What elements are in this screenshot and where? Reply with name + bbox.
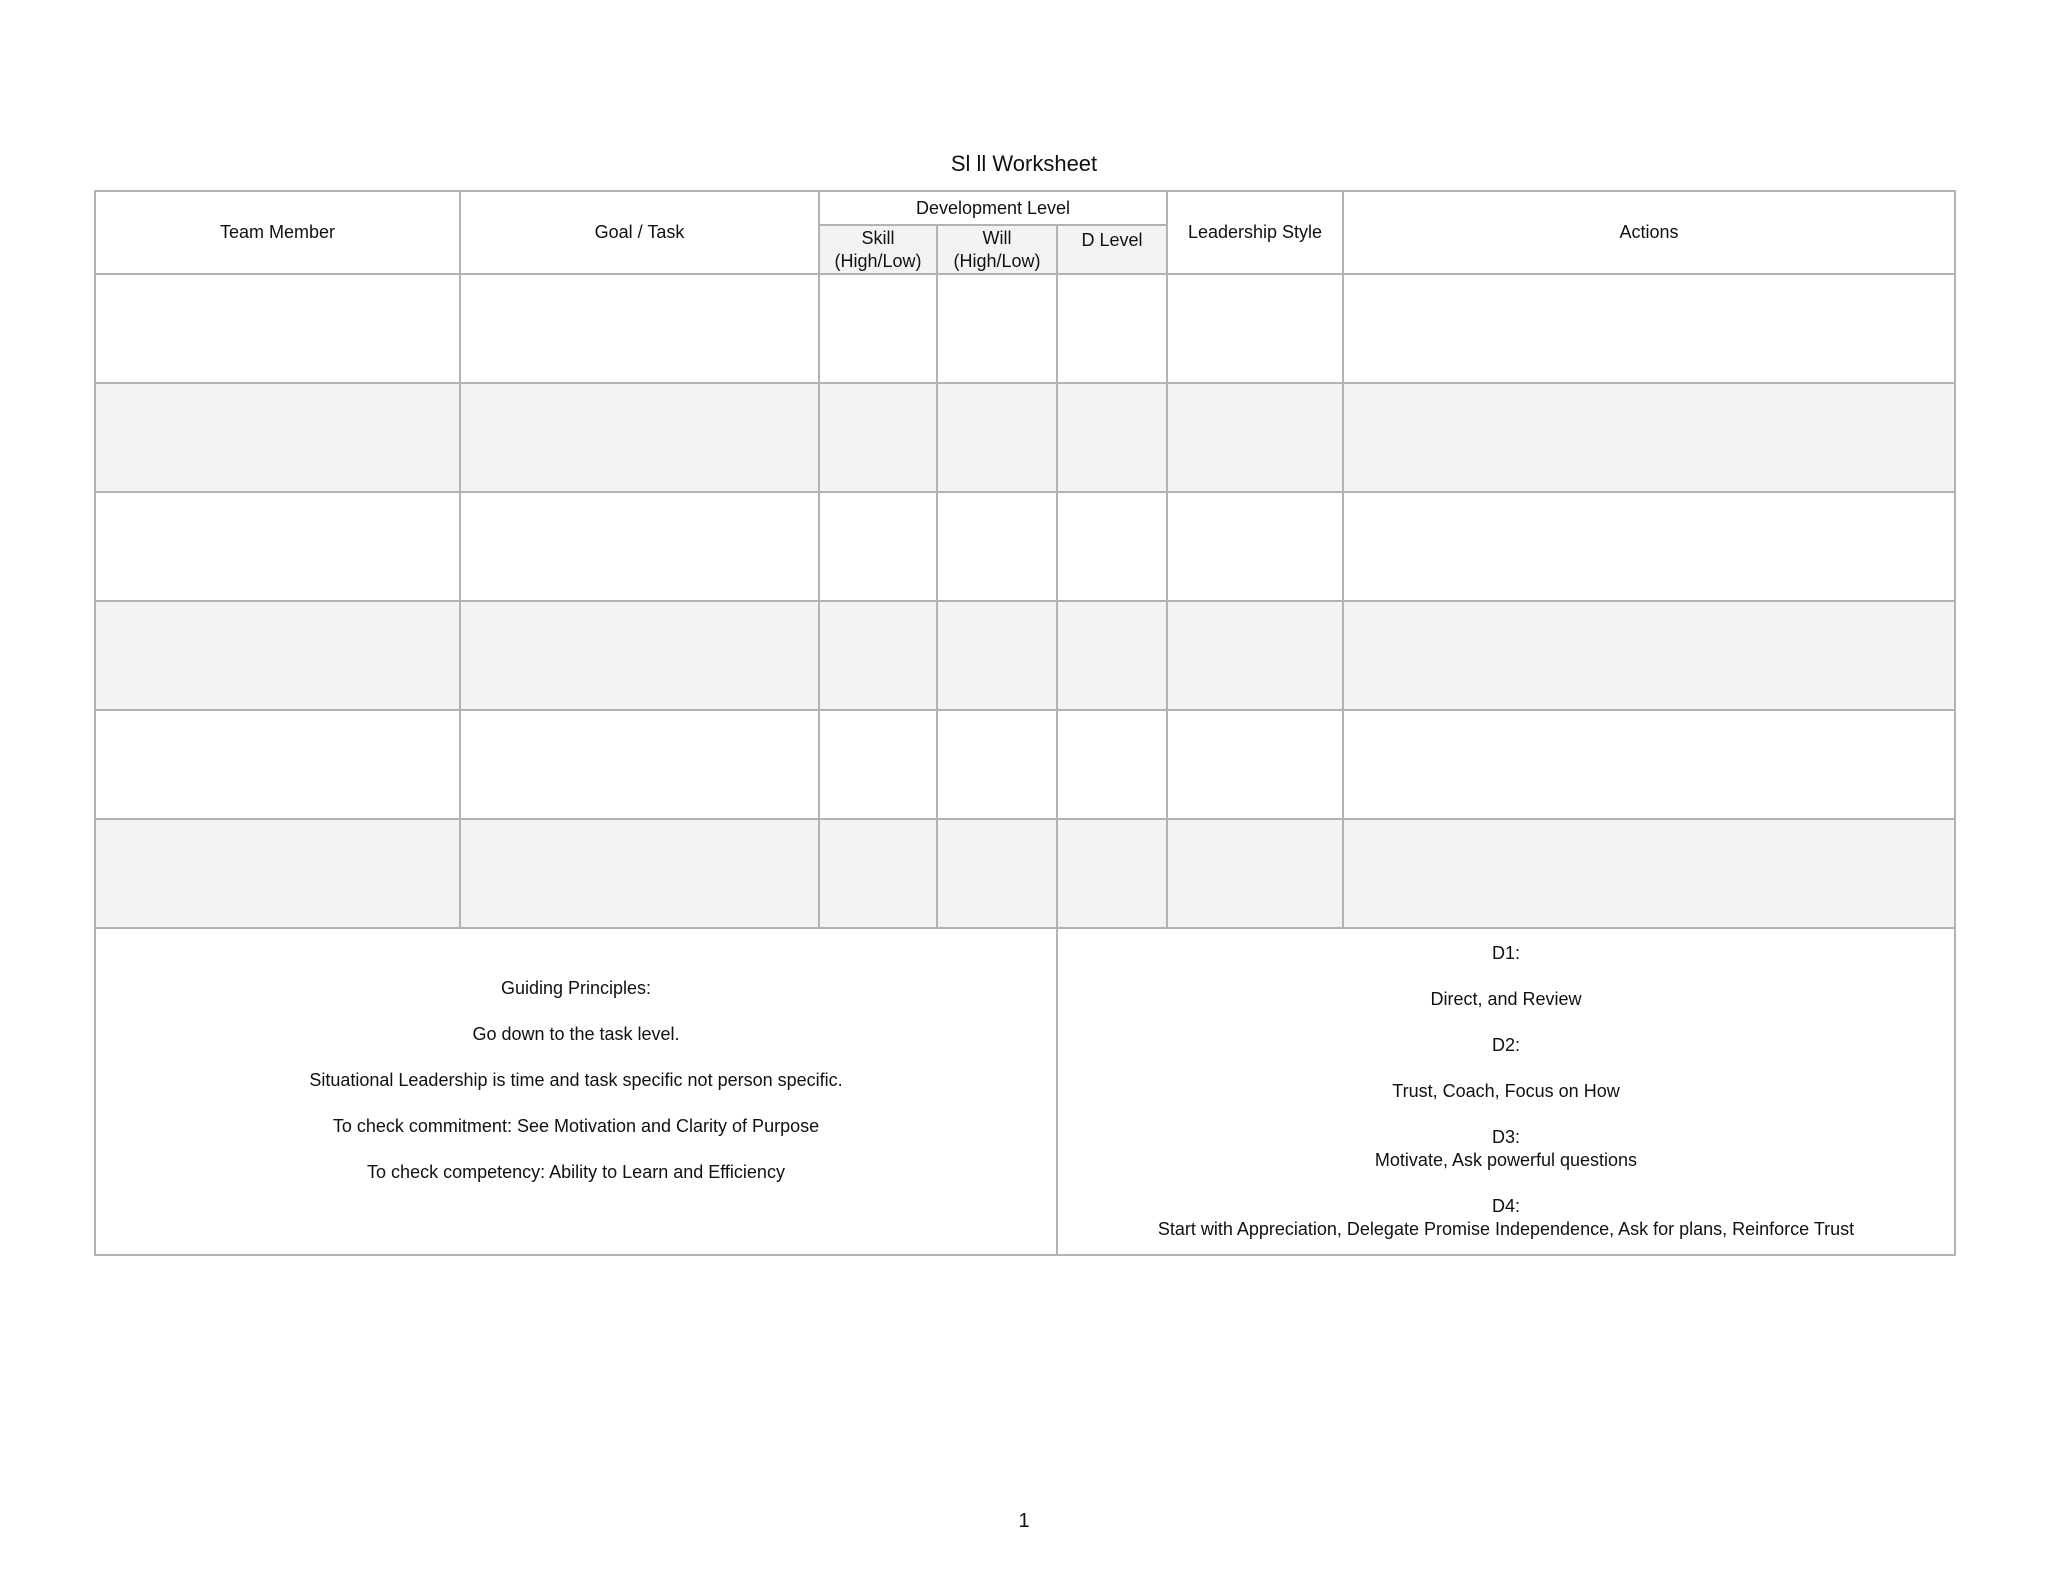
cell-d-level[interactable]: [1057, 492, 1167, 601]
header-goal-task: Goal / Task: [460, 191, 819, 274]
cell-will[interactable]: [937, 710, 1057, 819]
page-title: Sl ll Worksheet: [950, 151, 1098, 176]
header-team-member: Team Member: [95, 191, 460, 274]
cell-d-level[interactable]: [1057, 274, 1167, 383]
cell-skill[interactable]: [819, 710, 937, 819]
cell-goal-task[interactable]: [460, 274, 819, 383]
page-number: 1: [1018, 1510, 1030, 1532]
guiding-principle-item: To check commitment: See Motivation and Clarity of Purpose: [332, 1115, 820, 1136]
cell-skill[interactable]: [819, 492, 937, 601]
cell-skill[interactable]: [819, 819, 937, 928]
header-will-scale: (High/Low): [953, 250, 1041, 271]
header-d-level: D Level: [1057, 225, 1167, 274]
d-level-label: D1:: [1491, 943, 1520, 963]
cell-leadership-style[interactable]: [1167, 819, 1343, 928]
guiding-principle-item: Go down to the task level.: [472, 1023, 680, 1044]
cell-goal-task[interactable]: [460, 601, 819, 710]
cell-actions[interactable]: [1343, 383, 1955, 492]
cell-leadership-style[interactable]: [1167, 383, 1343, 492]
d-level-description: Direct, and Review: [1430, 989, 1582, 1009]
table-row: [95, 819, 1955, 928]
cell-actions[interactable]: [1343, 710, 1955, 819]
cell-leadership-style[interactable]: [1167, 601, 1343, 710]
header-will-label: Will: [982, 227, 1012, 248]
cell-team-member[interactable]: [95, 710, 460, 819]
header-skill: [819, 225, 937, 274]
header-skill-label: Skill: [861, 227, 895, 248]
cell-leadership-style[interactable]: [1167, 710, 1343, 819]
cell-d-level[interactable]: [1057, 601, 1167, 710]
cell-actions[interactable]: [1343, 492, 1955, 601]
cell-team-member[interactable]: [95, 601, 460, 710]
cell-actions[interactable]: [1343, 819, 1955, 928]
header-skill-scale: (High/Low): [834, 250, 922, 271]
cell-goal-task[interactable]: [460, 492, 819, 601]
cell-d-level[interactable]: [1057, 819, 1167, 928]
cell-goal-task[interactable]: [460, 710, 819, 819]
d-level-description: Motivate, Ask powerful questions: [1374, 1150, 1638, 1170]
header-leadership-style: Leadership Style: [1167, 191, 1343, 274]
cell-d-level[interactable]: [1057, 710, 1167, 819]
guiding-principle-item: Situational Leadership is time and task specific not person specific.: [309, 1069, 843, 1090]
cell-will[interactable]: [937, 819, 1057, 928]
table-row: [95, 710, 1955, 819]
d-level-description: Trust, Coach, Focus on How: [1392, 1081, 1620, 1101]
cell-will[interactable]: [937, 383, 1057, 492]
cell-team-member[interactable]: [95, 383, 460, 492]
cell-actions[interactable]: [1343, 274, 1955, 383]
cell-skill[interactable]: [819, 383, 937, 492]
cell-will[interactable]: [937, 274, 1057, 383]
header-will: [937, 225, 1057, 274]
table-row: [95, 492, 1955, 601]
table-row: [95, 274, 1955, 383]
d-level-label: D4:: [1491, 1196, 1520, 1216]
table-row: [95, 601, 1955, 710]
cell-will[interactable]: [937, 492, 1057, 601]
d-level-label: D2:: [1491, 1035, 1520, 1055]
d-level-label: D3:: [1491, 1127, 1520, 1147]
cell-will[interactable]: [937, 601, 1057, 710]
cell-skill[interactable]: [819, 274, 937, 383]
cell-goal-task[interactable]: [460, 383, 819, 492]
guiding-principle-item: To check competency: Ability to Learn and Efficiency: [367, 1161, 785, 1182]
cell-goal-task[interactable]: [460, 819, 819, 928]
cell-team-member[interactable]: [95, 819, 460, 928]
d-level-guide: [1057, 928, 1955, 1255]
cell-skill[interactable]: [819, 601, 937, 710]
table-row: [95, 383, 1955, 492]
d-level-description: Start with Appreciation, Delegate Promise Independence, Ask for plans, Reinforce Trust: [1157, 1219, 1855, 1239]
cell-actions[interactable]: [1343, 601, 1955, 710]
cell-team-member[interactable]: [95, 492, 460, 601]
cell-d-level[interactable]: [1057, 383, 1167, 492]
notes-row: [95, 928, 1955, 1255]
guiding-principles: [95, 928, 1057, 1255]
cell-leadership-style[interactable]: [1167, 274, 1343, 383]
cell-team-member[interactable]: [95, 274, 460, 383]
header-actions: Actions: [1343, 191, 1955, 274]
guiding-principles-heading: Guiding Principles:: [500, 977, 652, 998]
header-development-level: Development Level: [819, 191, 1167, 225]
cell-leadership-style[interactable]: [1167, 492, 1343, 601]
worksheet-table: [94, 190, 1956, 1256]
